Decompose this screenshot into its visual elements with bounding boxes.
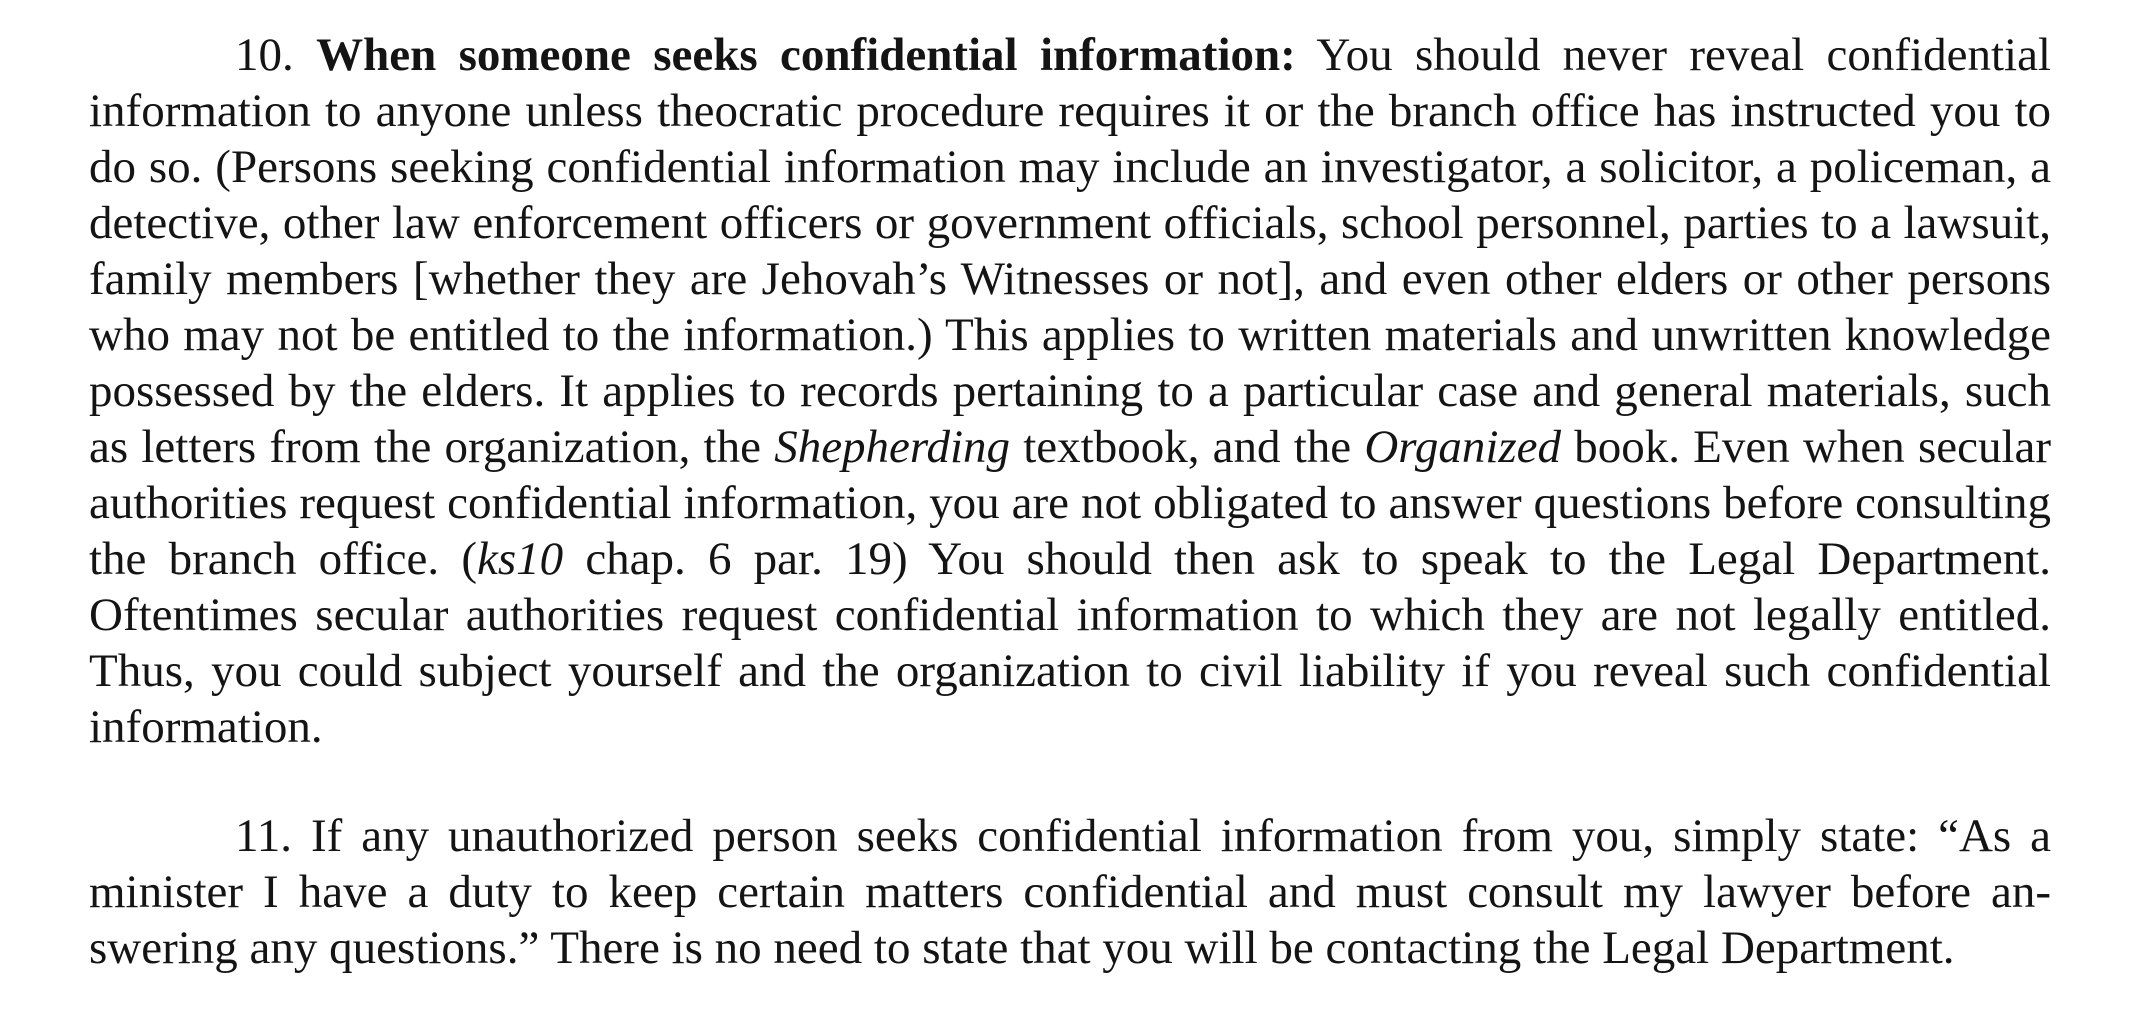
paragraph-11 [89, 808, 2051, 976]
paragraph-text: book. Even when secular authorities request confidential information, you are not obligated to answer questions before consulting the branch office. ( [89, 421, 2052, 585]
book-title-organized: Organized [1364, 421, 1562, 473]
paragraph-number: 10. [235, 29, 294, 81]
paragraph-text: You should never reveal confidential information to anyone unless theocratic procedure requires it or the branch office has instructed you to do so. (Persons seeking confidential information may include an investigator, a solicitor, a policeman, a detective, other law enforcement officers or government officials, school personnel, parties to a lawsuit, family members [whether they are Jehovah’s Witnesses or not], and even other elders or other persons who may not be entitled to the information.) This applies to written materials and unwritten knowledge possessed by the elders. It applies to records pertaining to a particular case and general materials, such as letters from the organization, the [89, 29, 2051, 473]
reference-abbreviation: ks10 [476, 533, 564, 585]
paragraph-text: chap. 6 par. 19) You should then ask to speak to the Legal Department. Oftentimes secular authorities request confidential information to which they are not legally entitled. Thus, you could subject yourself and the organization to civil liability if you reveal such confidential information. [89, 533, 2051, 753]
book-title-shepherding: Shepherding [774, 421, 1011, 473]
paragraph-10 [89, 27, 2051, 755]
paragraph-text: textbook, and the [1023, 421, 1352, 473]
paragraph-number: 11. [235, 810, 293, 862]
paragraph-heading: When someone seeks confidential information: [316, 29, 1296, 81]
paragraph-text: If any unauthorized person seeks confidential information from you, simply state: “As a minister I have a duty to keep certain matters confidential and must consult my lawyer before answering any questions.” There is no need to state that you will be contacting the Legal Department. [89, 810, 2052, 974]
